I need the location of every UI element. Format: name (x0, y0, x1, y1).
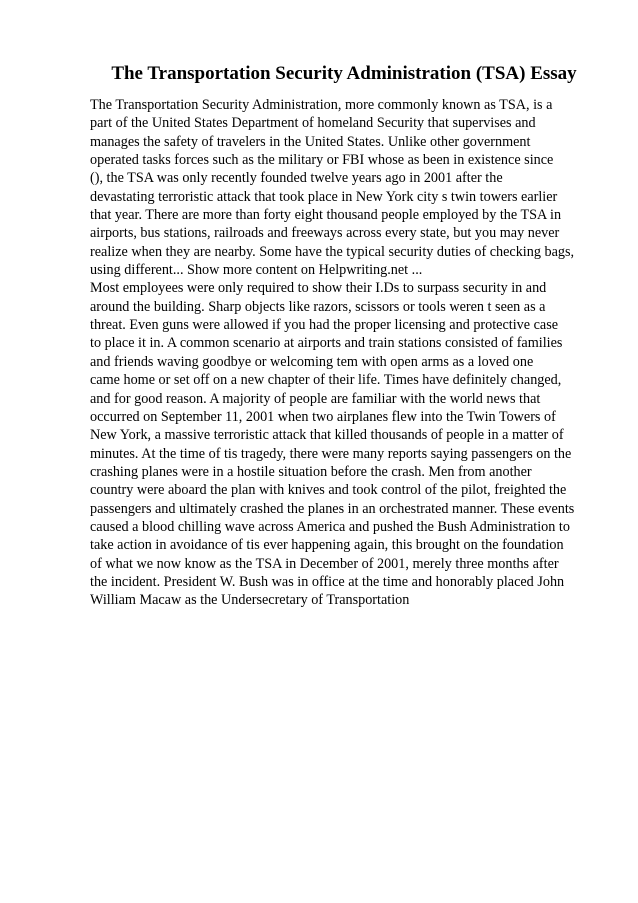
body-line: of what we now know as the TSA in December of 2001, merely three months after (90, 555, 559, 572)
body-line: The Transportation Security Administration, more commonly known as TSA, is a (90, 97, 553, 113)
body-line: New York, a massive terroristic attack that killed thousands of people in a matter of (90, 427, 564, 444)
body-line: the incident. President W. Bush was in office at the time and honorably placed John (90, 573, 565, 590)
body-line: airports, bus stations, railroads and freeways across every state, but you may never (90, 225, 560, 242)
body-line: (), the TSA was only recently founded twelve years ago in 2001 after the (90, 170, 503, 187)
body-line: Most employees were only required to show their I.Ds to surpass security in and (90, 280, 547, 297)
document-title: The Transportation Security Administration (TSA) Essay (111, 63, 577, 84)
body-line: country were aboard the plan with knives and took control of the pilot, freighted the (90, 482, 567, 499)
body-line: around the building. Sharp objects like razors, scissors or tools weren t seen as a (90, 298, 546, 315)
body-line: minutes. At the time of tis tragedy, there were many reports saying passengers on the (90, 445, 572, 462)
body-line: manages the safety of travelers in the United States. Unlike other government (90, 133, 531, 150)
body-line: part of the United States Department of homeland Security that supervises and (90, 115, 536, 132)
body-line: and friends waving goodbye or welcoming tem with open arms as a loved one (90, 353, 534, 370)
body-line: devastating terroristic attack that took place in New York city s twin towers earlier (90, 188, 558, 205)
body-line: realize when they are nearby. Some have the typical security duties of checking bags, (90, 243, 575, 260)
body-line: passengers and ultimately crashed the planes in an orchestrated manner. These events (90, 500, 575, 517)
body-line: came home or set off on a new chapter of their life. Times have definitely changed, (90, 372, 562, 389)
document-body (90, 96, 600, 610)
body-line: operated tasks forces such as the military or FBI whose as been in existence since (90, 152, 554, 169)
body-line: and for good reason. A majority of people are familiar with the world news that (90, 390, 541, 407)
body-line: occurred on September 11, 2001 when two airplanes flew into the Twin Towers of (90, 408, 556, 425)
body-line: take action in avoidance of tis ever happening again, this brought on the foundation (90, 537, 564, 554)
body-line: crashing planes were in a hostile situation before the crash. Men from another (90, 463, 532, 480)
body-line: caused a blood chilling wave across America and pushed the Bush Administration to (90, 518, 570, 535)
body-line: William Macaw as the Undersecretary of Transportation (90, 592, 410, 609)
body-line: that year. There are more than forty eight thousand people employed by the TSA in (90, 207, 562, 224)
body-line: threat. Even guns were allowed if you had the proper licensing and protective case (90, 317, 559, 334)
body-line: to place it in. A common scenario at airports and train stations consisted of families (90, 335, 563, 352)
show-more-line: using different... Show more content on Helpwriting.net ... (90, 262, 423, 279)
